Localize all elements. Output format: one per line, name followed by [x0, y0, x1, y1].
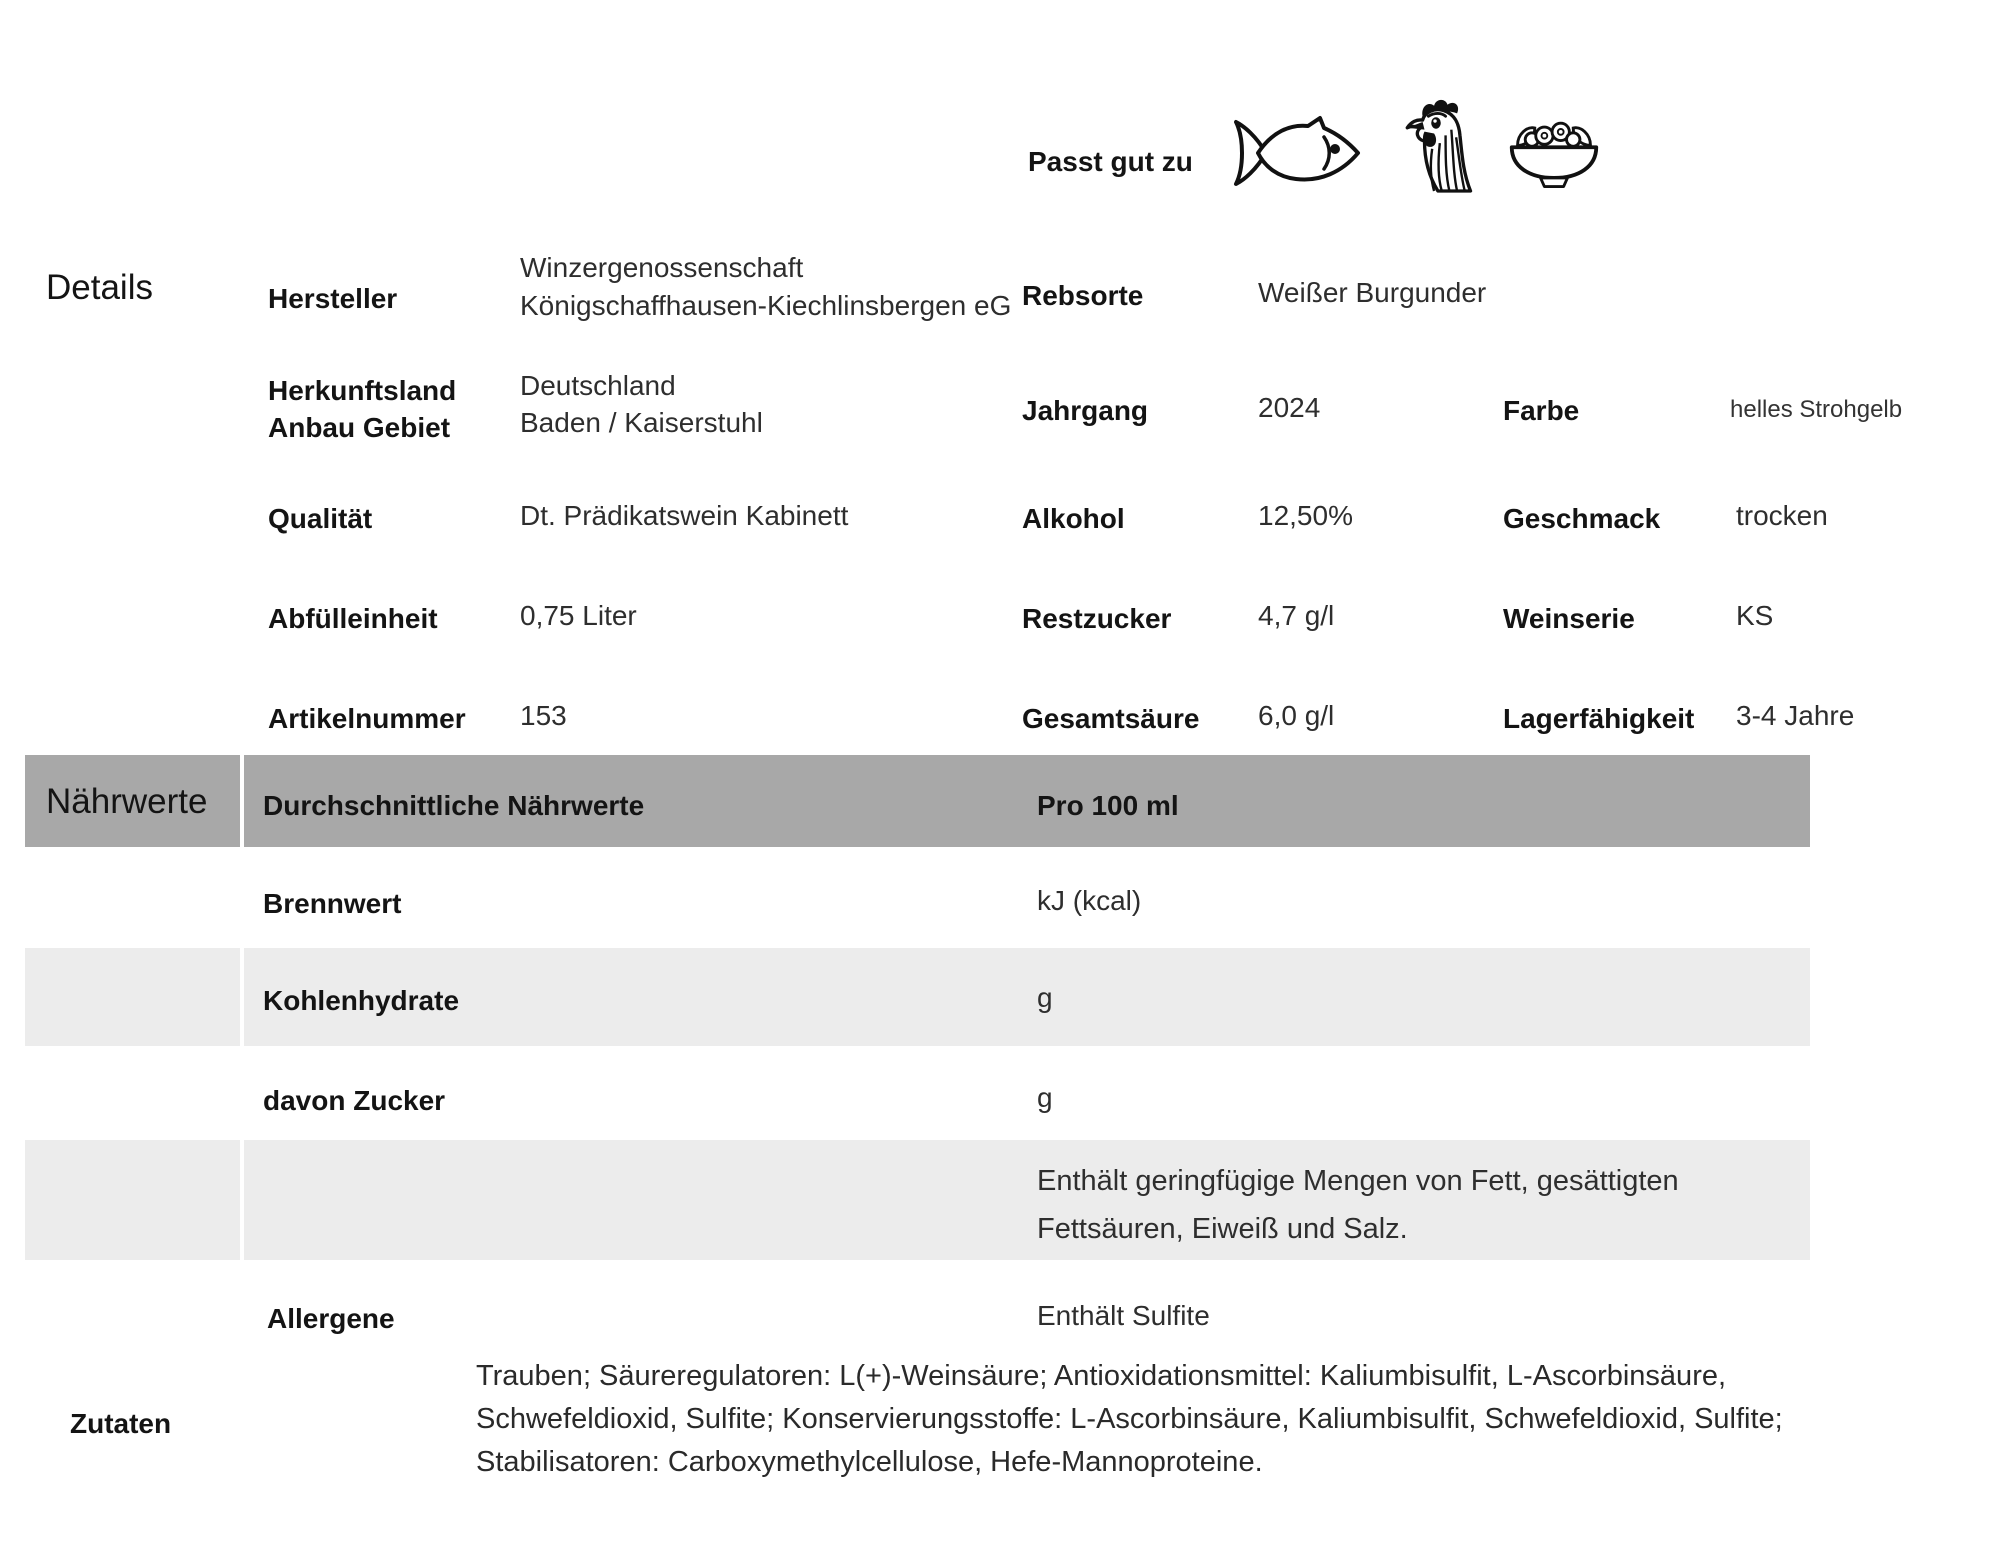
davon-zucker-label: davon Zucker [263, 1085, 446, 1116]
naehrwerte-header-left: Durchschnittliche Nährwerte [263, 790, 645, 821]
artikelnummer-label: Artikelnummer [268, 703, 466, 734]
allergene-value: Enthält Sulfite [1037, 1300, 1210, 1331]
kohlenhydrate-label: Kohlenhydrate [263, 985, 460, 1016]
zutaten-label: Zutaten [70, 1408, 172, 1439]
zutaten-line3: Stabilisatoren: Carboxymethylcellulose, Hefe-Mannoproteine. [476, 1446, 1263, 1478]
trace-note-line2: Fettsäuren, Eiweiß und Salz. [1037, 1213, 1408, 1245]
farbe-label: Farbe [1503, 395, 1580, 426]
trace-note-bg-left [25, 1140, 240, 1260]
jahrgang-value: 2024 [1258, 392, 1321, 423]
details-section-title: Details [46, 268, 153, 307]
chicken-icon [1390, 95, 1482, 195]
restzucker-label: Restzucker [1022, 603, 1172, 634]
geschmack-label: Geschmack [1503, 503, 1661, 534]
kohlenhydrate-row-bg-left [25, 948, 240, 1046]
gesamtsaeure-value: 6,0 g/l [1258, 700, 1335, 731]
zutaten-line2: Schwefeldioxid, Sulfite; Konservierungsstoffe: L-Ascorbinsäure, Kaliumbisulfit, Schwefeldioxid, Sulfite; [476, 1403, 1783, 1435]
artikelnummer-value: 153 [520, 700, 567, 731]
fish-icon [1232, 112, 1364, 194]
salad-bowl-icon [1506, 114, 1602, 192]
jahrgang-label: Jahrgang [1022, 395, 1149, 426]
lagerfaehigkeit-value: 3-4 Jahre [1736, 700, 1855, 731]
allergene-label: Allergene [267, 1303, 395, 1334]
restzucker-value: 4,7 g/l [1258, 600, 1335, 631]
farbe-value: helles Strohgelb [1730, 396, 1903, 423]
brennwert-value: kJ (kcal) [1037, 885, 1142, 916]
herkunftsland-value-line1: Deutschland [520, 370, 676, 401]
trace-note-bg-right [244, 1140, 1810, 1260]
alkohol-value: 12,50% [1258, 500, 1353, 531]
naehrwerte-section-title: Nährwerte [46, 782, 208, 821]
trace-note-line1: Enthält geringfügige Mengen von Fett, gesättigten [1037, 1165, 1679, 1197]
zutaten-text [476, 1355, 1906, 1484]
rebsorte-value: Weißer Burgunder [1258, 277, 1487, 308]
kohlenhydrate-value: g [1037, 982, 1053, 1013]
qualitaet-label: Qualität [268, 503, 373, 534]
naehrwerte-header-right: Pro 100 ml [1037, 790, 1179, 821]
hersteller-value-line2: Königschaffhausen-Kiechlinsbergen eG [520, 290, 1012, 321]
kohlenhydrate-row-bg-right [244, 948, 1810, 1046]
hersteller-value-line1: Winzergenossenschaft [520, 252, 804, 283]
zutaten-line1: Trauben; Säureregulatoren: L(+)-Weinsäure; Antioxidationsmittel: Kaliumbisulfit, L-Ascorbinsäure, [476, 1360, 1727, 1392]
lagerfaehigkeit-label: Lagerfähigkeit [1503, 703, 1695, 734]
weinserie-label: Weinserie [1503, 603, 1635, 634]
abfuelleinheit-label: Abfülleinheit [268, 603, 438, 634]
rebsorte-label: Rebsorte [1022, 280, 1144, 311]
herkunftsland-value-line2: Baden / Kaiserstuhl [520, 407, 763, 438]
herkunftsland-label-line1: Herkunftsland [268, 375, 457, 406]
brennwert-label: Brennwert [263, 888, 402, 919]
alkohol-label: Alkohol [1022, 503, 1125, 534]
qualitaet-value: Dt. Prädikatswein Kabinett [520, 500, 849, 531]
gesamtsaeure-label: Gesamtsäure [1022, 703, 1200, 734]
geschmack-value: trocken [1736, 500, 1828, 531]
davon-zucker-value: g [1037, 1082, 1053, 1113]
pairing-label: Passt gut zu [1028, 146, 1193, 177]
abfuelleinheit-value: 0,75 Liter [520, 600, 637, 631]
weinserie-value: KS [1736, 600, 1774, 631]
hersteller-label: Hersteller [268, 283, 398, 314]
herkunftsland-label-line2: Anbau Gebiet [268, 412, 451, 443]
